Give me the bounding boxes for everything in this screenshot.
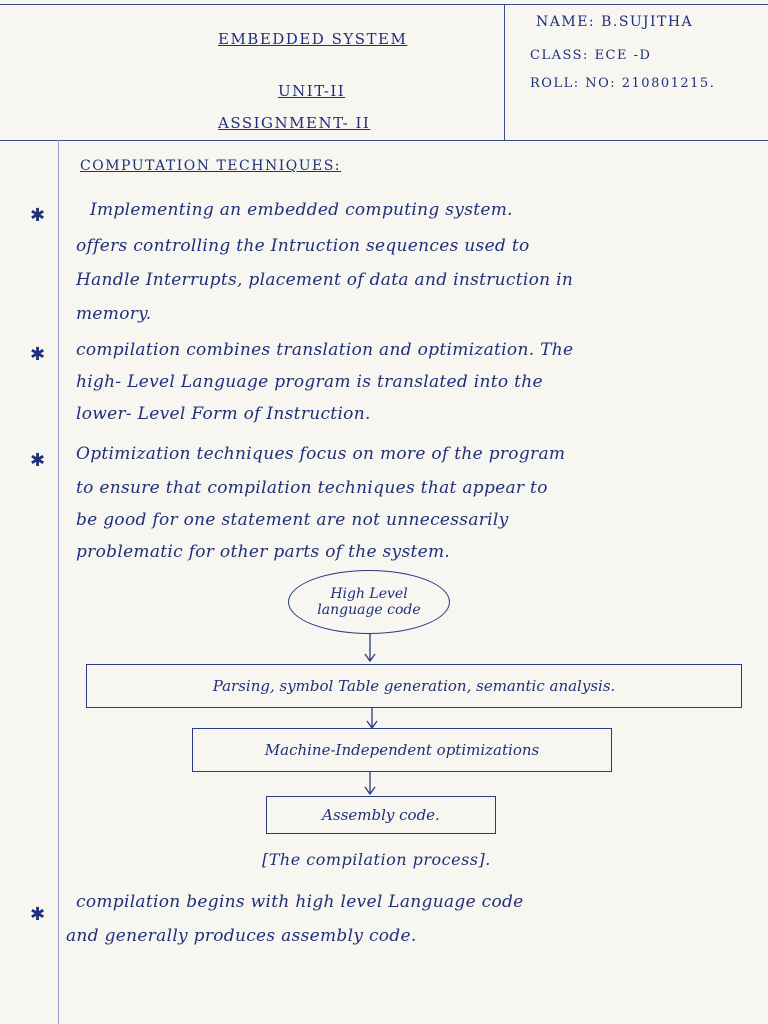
bullet-star: ✱ — [30, 904, 46, 925]
section-heading: COMPUTATION TECHNIQUES: — [80, 158, 342, 174]
text-line: compilation combines translation and optimization. The — [76, 340, 574, 360]
text-line: Implementing an embedded computing system. — [90, 200, 513, 220]
text-line: offers controlling the Intruction sequences used to — [76, 236, 530, 256]
student-roll: ROLL: NO: 210801215. — [530, 76, 716, 91]
text-line: high- Level Language program is translated into the — [76, 372, 543, 392]
flow-start-oval — [288, 570, 450, 634]
header-divider — [504, 4, 505, 140]
text-line: be good for one statement are not unnecessarily — [76, 510, 509, 530]
text-line: memory. — [76, 304, 152, 324]
text-line: lower- Level Form of Instruction. — [76, 404, 371, 424]
flowchart-caption: [The compilation process]. — [262, 850, 491, 869]
student-class: CLASS: ECE -D — [530, 48, 652, 63]
bullet-star: ✱ — [30, 450, 46, 471]
arrow-down-icon — [362, 708, 382, 730]
margin-line — [58, 140, 59, 1024]
bullet-star: ✱ — [30, 205, 46, 226]
bullet-star: ✱ — [30, 344, 46, 365]
unit-label: UNIT-II — [278, 82, 346, 100]
assignment-label: ASSIGNMENT- II — [218, 114, 371, 132]
text-line: problematic for other parts of the system. — [76, 542, 451, 562]
student-name: NAME: B.SUJITHA — [536, 14, 694, 30]
oval-text: High Level — [330, 586, 408, 602]
oval-text: language code — [317, 602, 421, 618]
text-line: Handle Interrupts, placement of data and instruction in — [76, 270, 574, 290]
text-line: and generally produces assembly code. — [66, 926, 417, 946]
flow-box-assembly: Assembly code. — [266, 796, 496, 834]
text-line: to ensure that compilation techniques that appear to — [76, 478, 548, 498]
header-bottom-rule — [0, 140, 768, 141]
subject-title: EMBEDDED SYSTEM — [218, 30, 408, 48]
header-top-rule — [0, 4, 768, 5]
arrow-down-icon — [360, 772, 380, 796]
text-line: compilation begins with high level Language code — [76, 892, 524, 912]
text-line: Optimization techniques focus on more of the program — [76, 444, 566, 464]
flow-box-optimization: Machine-Independent optimizations — [192, 728, 612, 772]
flow-box-parsing: Parsing, symbol Table generation, semantic analysis. — [86, 664, 742, 708]
arrow-down-icon — [360, 634, 380, 664]
